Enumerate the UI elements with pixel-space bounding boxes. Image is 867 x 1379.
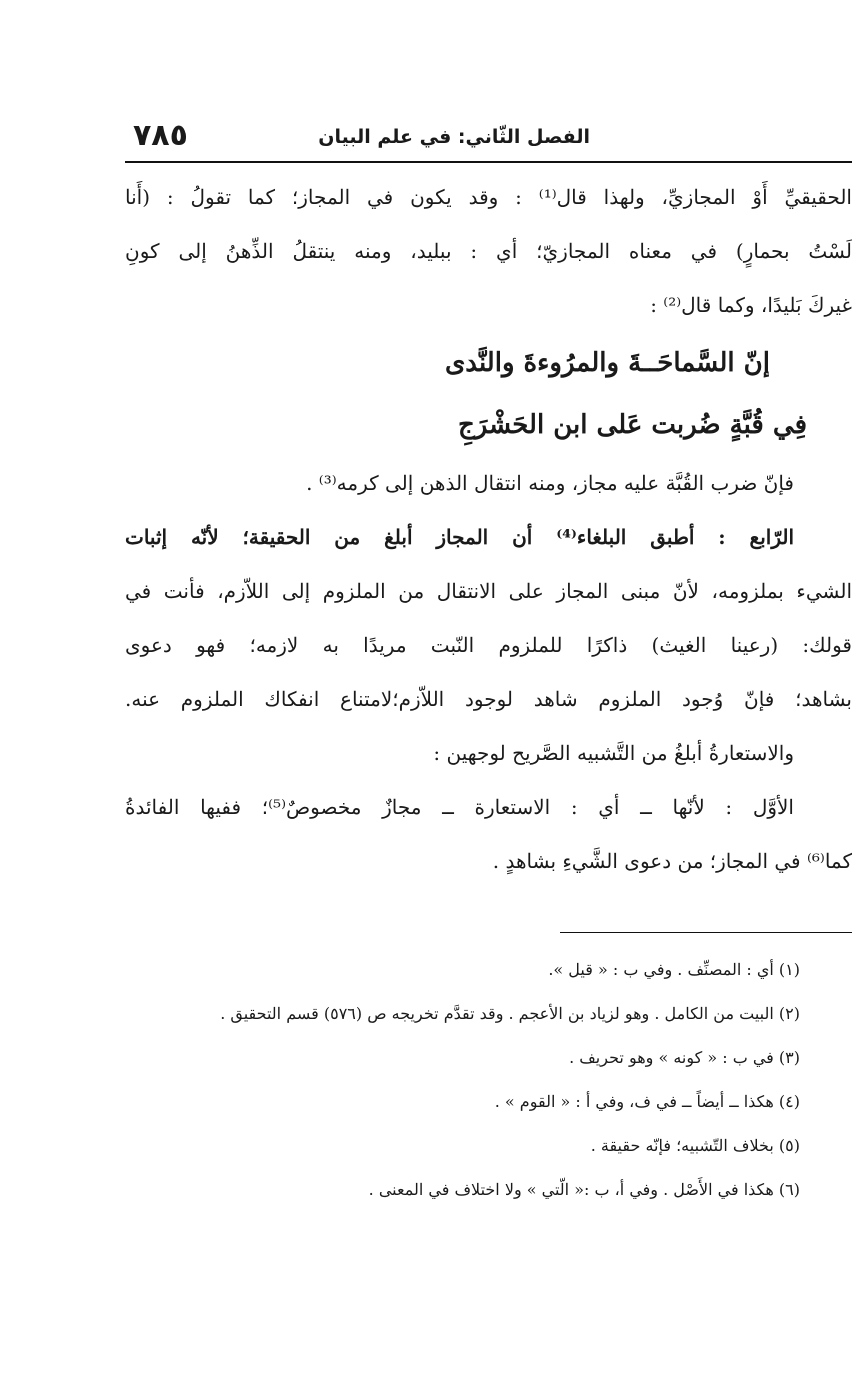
main-text [125, 170, 852, 888]
text-line: الرّابع : أطبق البلغاء⁽⁴⁾ أن المجاز أبلغ من الحقيقة؛ لأنّه إثبات [125, 525, 795, 549]
text-line: فإنّ ضرب القُبَّة عليه مجاز، ومنه انتقال الذهن إلى كرمه⁽³⁾ . [306, 471, 794, 495]
footnote-rule [560, 932, 852, 933]
header-rule [125, 161, 852, 163]
verse-line: فِي قُبَّةٍ ضُربت عَلى ابن الحَشْرَجِ [457, 410, 807, 440]
text-line: كما⁽⁶⁾ في المجاز؛ من دعوى الشَّيءِ بشاهدٍ . [492, 849, 852, 873]
text-line: الأوَّل : لأنّها ــ أي : الاستعارة ــ مجازٌ مخصوصٌ⁽⁵⁾؛ ففيها الفائدةُ [125, 795, 794, 819]
page-number: ٧٨٥ [133, 118, 188, 153]
text-line: الحقيقيِّ أَوْ المجازيِّ، ولهذا قال⁽¹⁾ : وقد يكون في المجاز؛ كما تقولُ : (أَنا [125, 185, 852, 209]
text-line: الشيء بملزومه، لأنّ مبنى المجاز على الانتقال من الملزوم إلى اللاّزم، فأنت في [125, 579, 852, 603]
footnote: (٣) في ب : « كونه » وهو تحريف . [569, 1048, 800, 1067]
footnote: (٤) هكذا ــ أيضاً ــ في ف، وفي أ : « القوم » . [494, 1092, 800, 1111]
text-line: قولك: (رعينا الغيث) ذاكرًا للملزوم النّبت مريدًا به لازمه؛ فهو دعوى [125, 633, 852, 657]
footnote: (١) أي : المصنِّف . وفي ب : « قيل ». [548, 960, 800, 979]
footnote: (٦) هكذا في الأَصْل . وفي أ، ب :« الّتي » ولا اختلاف في المعنى . [368, 1180, 800, 1199]
text-line: غيركَ بَليدًا، وكما قال⁽²⁾ : [650, 293, 852, 317]
text-line: بشاهد؛ فإنّ وُجود الملزوم شاهد لوجود اللاّزم؛لامتناع انفكاك الملزوم عنه. [125, 687, 852, 711]
footnote: (٢) البيت من الكامل . وهو لزياد بن الأعجم . وقد تقدَّم تخريجه ص (٥٧٦) قسم التحقيق . [220, 1004, 800, 1023]
text-line: والاستعارةُ أبلغُ من التَّشبيه الصَّريح لوجهين : [433, 741, 794, 765]
text-line: لَسْتُ بحمارٍ) في معناه المجازيّ؛ أي : ببليد، ومنه ينتقلُ الذِّهنُ إلى كونِ [125, 239, 852, 263]
footnotes [125, 948, 800, 1212]
verse-line: إنّ السَّماحَــةَ والمرُوءةَ والنَّدى [444, 348, 770, 378]
page-header [125, 118, 850, 160]
chapter-title: الفصل الثّاني: في علم البيان [318, 126, 590, 148]
footnote: (٥) بخلاف التّشبيه؛ فإنّه حقيقة . [590, 1136, 800, 1155]
